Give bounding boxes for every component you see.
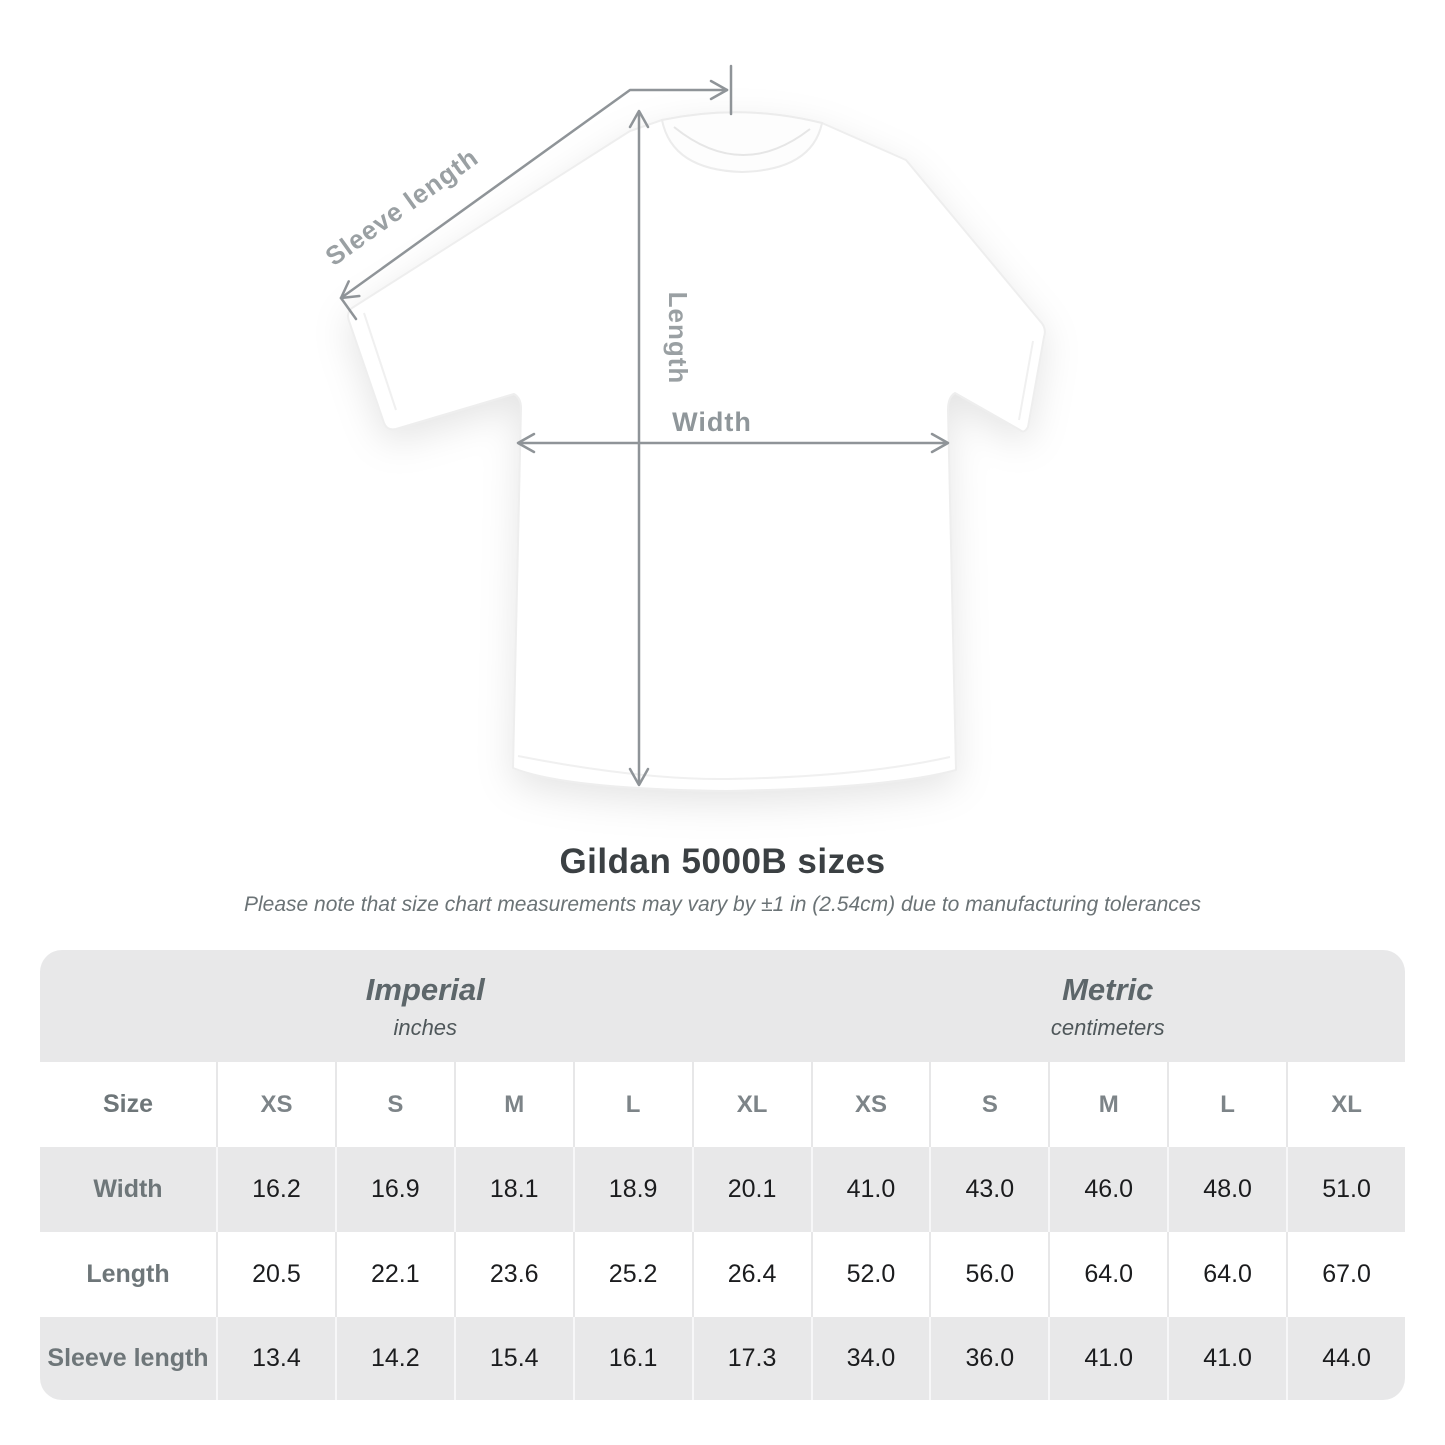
width-imperial-s: 16.9 [335, 1147, 454, 1232]
metric-label: Metric [1062, 971, 1154, 1007]
length-metric-s: 56.0 [929, 1232, 1048, 1317]
length-label: Length [663, 291, 693, 385]
length-imperial-xs: 20.5 [216, 1232, 335, 1317]
sleeve-metric-xl: 44.0 [1286, 1317, 1405, 1400]
size-header-imperial-m: M [454, 1062, 573, 1147]
sleeve-imperial-m: 15.4 [454, 1317, 573, 1400]
sleeve-metric-m: 41.0 [1048, 1317, 1167, 1400]
length-imperial-xl: 26.4 [692, 1232, 811, 1317]
width-metric-s: 43.0 [929, 1147, 1048, 1232]
size-header-metric-s: S [929, 1062, 1048, 1147]
size-header-metric-m: M [1048, 1062, 1167, 1147]
width-metric-m: 46.0 [1048, 1147, 1167, 1232]
length-metric-xs: 52.0 [811, 1232, 930, 1317]
length-metric-l: 64.0 [1167, 1232, 1286, 1317]
imperial-unit-label: inches [393, 1014, 458, 1040]
tolerance-note: Please note that size chart measurements may vary by ±1 in (2.54cm) due to manufacturing tolerances [244, 893, 1201, 916]
width-metric-l: 48.0 [1167, 1147, 1286, 1232]
width-label: Width [672, 407, 752, 437]
sleeve-imperial-xl: 17.3 [692, 1317, 811, 1400]
size-header-imperial-l: L [573, 1062, 692, 1147]
length-metric-m: 64.0 [1048, 1232, 1167, 1317]
row-label-sleeve-length: Sleeve length [40, 1317, 216, 1400]
tshirt-graphic [348, 112, 1045, 791]
page-title: Gildan 5000B sizes [559, 842, 886, 881]
metric-unit-label: centimeters [1050, 1014, 1165, 1040]
width-imperial-m: 18.1 [454, 1147, 573, 1232]
sleeve-imperial-l: 16.1 [573, 1317, 692, 1400]
length-imperial-s: 22.1 [335, 1232, 454, 1317]
length-metric-xl: 67.0 [1286, 1232, 1405, 1317]
sleeve-imperial-s: 14.2 [335, 1317, 454, 1400]
width-imperial-xl: 20.1 [692, 1147, 811, 1232]
size-header-imperial-s: S [335, 1062, 454, 1147]
row-label-width: Width [40, 1147, 216, 1232]
row-label-length: Length [40, 1232, 216, 1317]
sleeve-metric-l: 41.0 [1167, 1317, 1286, 1400]
length-imperial-m: 23.6 [454, 1232, 573, 1317]
size-header-metric-xl: XL [1286, 1062, 1405, 1147]
size-header-metric-xs: XS [811, 1062, 930, 1147]
metric-header-cell [811, 950, 1406, 1062]
width-imperial-l: 18.9 [573, 1147, 692, 1232]
sleeve-metric-xs: 34.0 [811, 1317, 930, 1400]
width-imperial-xs: 16.2 [216, 1147, 335, 1232]
sleeve-length-label: Sleeve length [319, 141, 484, 272]
size-header-metric-l: L [1167, 1062, 1286, 1147]
size-header-imperial-xs: XS [216, 1062, 335, 1147]
imperial-label: Imperial [365, 971, 485, 1007]
size-header-imperial-xl: XL [692, 1062, 811, 1147]
sleeve-imperial-xs: 13.4 [216, 1317, 335, 1400]
sleeve-metric-s: 36.0 [929, 1317, 1048, 1400]
length-imperial-l: 25.2 [573, 1232, 692, 1317]
size-row-label: Size [40, 1062, 216, 1147]
size-table [40, 950, 1405, 1400]
width-metric-xs: 41.0 [811, 1147, 930, 1232]
width-metric-xl: 51.0 [1286, 1147, 1405, 1232]
imperial-header-cell [40, 950, 811, 1062]
